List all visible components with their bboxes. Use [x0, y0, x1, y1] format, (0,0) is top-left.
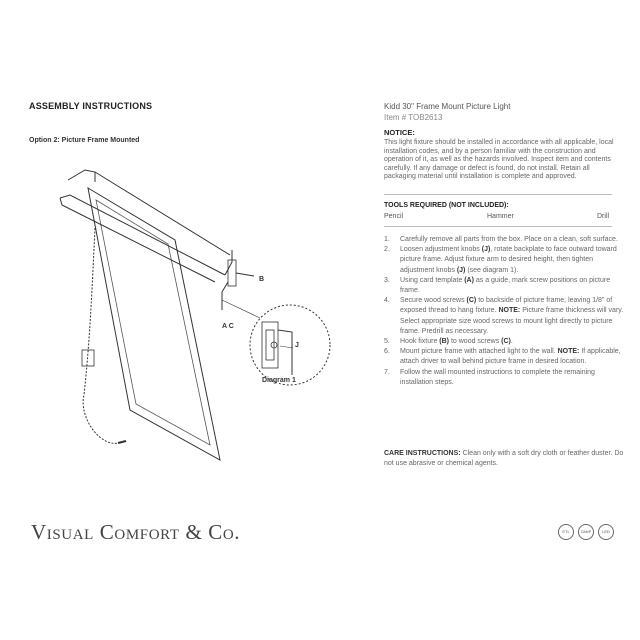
step-emphasis: (J): [481, 246, 491, 254]
divider: [384, 226, 612, 227]
step-number: 4.: [384, 297, 390, 305]
step-fragment: Using card template: [400, 276, 465, 284]
step-fragment: Carefully remove all parts from the box. Place on a clean,: [400, 236, 578, 243]
step-fragment: Secure wood screws: [400, 297, 467, 305]
step-emphasis: NOTE:: [557, 348, 580, 356]
tool-pencil: Pencil: [384, 213, 404, 220]
light-bar-shade: [60, 195, 225, 275]
step-item: [384, 296, 624, 337]
led-text: LED: [602, 529, 610, 534]
tools-heading: TOOLS REQUIRED (NOT INCLUDED):: [384, 202, 509, 209]
step-number: 2.: [384, 246, 390, 254]
led-icon: [598, 524, 614, 540]
step-item: [384, 368, 624, 388]
step-text: [400, 235, 618, 245]
step-item: [384, 347, 624, 367]
step-fragment: , rotate backplate to face outward toward picture frame. Adjust fixture arm to desired height, then tighten adjustment knobs: [400, 246, 617, 274]
step-fragment: Hook fixture: [400, 338, 440, 346]
instruction-steps: [384, 235, 624, 388]
assembly-diagram: [40, 150, 340, 470]
step-fragment: to backside of picture frame, leaving 1/8" of exposed thread to hang fixture.: [400, 297, 613, 315]
etl-listed-icon: [558, 524, 574, 540]
label-b: B: [259, 276, 265, 283]
option-title: Option 2: Picture Frame Mounted: [29, 137, 140, 144]
step-fragment: soft surface.: [577, 236, 618, 243]
step-number: 5.: [384, 338, 390, 346]
picture-frame-outline: [88, 188, 220, 460]
step-number: 6.: [384, 348, 390, 356]
diagram-label: Diagram 1: [262, 377, 296, 384]
label-j: J: [295, 342, 299, 349]
step-emphasis: (C): [501, 338, 511, 346]
fixture-arm-left: [68, 170, 95, 182]
notice-heading: NOTICE:: [384, 128, 415, 137]
label-a-c: A C: [222, 323, 234, 330]
step-text: [400, 368, 624, 388]
step-item: [384, 337, 624, 347]
step-number: 1.: [384, 236, 390, 243]
step-number: 7.: [384, 368, 390, 376]
step-text: [400, 245, 624, 276]
step-text: [400, 276, 624, 296]
backplate-b: [228, 260, 236, 286]
step-text: [400, 296, 624, 337]
step-fragment: to wood screws: [449, 338, 502, 346]
power-cord: [83, 228, 118, 443]
step-number: 3.: [384, 276, 390, 284]
step-emphasis: (B): [439, 338, 450, 346]
step-fragment: Picture frame thickness will vary. Select appropriate size wood screws to mount light directly to picture frame. Predrill as necessary.: [400, 307, 624, 335]
step-text: [400, 347, 624, 367]
step-fragment: If applicable, attach driver to wall behind picture frame in desired location.: [400, 348, 621, 366]
item-number: Item # TOB2613: [384, 113, 443, 122]
tool-drill: Drill: [597, 213, 610, 220]
step-emphasis: (C): [466, 297, 477, 305]
step-fragment: Follow the wall mounted instructions to complete the remaining installation steps.: [400, 368, 595, 386]
step-fragment: (see diagram 1).: [465, 266, 519, 274]
assembly-heading: ASSEMBLY INSTRUCTIONS: [29, 101, 153, 111]
step-fragment: as a guide, mark screw positions on picture frame.: [400, 276, 611, 295]
step-fragment: Mount picture frame with attached light to the wall.: [400, 348, 558, 356]
step-emphasis: (A): [464, 276, 474, 284]
care-text: Clean only with a soft dry cloth or feather duster. Do not use abrasive or chemical agents.: [384, 450, 624, 468]
etl-text: ETL: [562, 529, 570, 534]
product-title: Kidd 30" Frame Mount Picture Light: [384, 102, 511, 111]
step-item: [384, 245, 624, 276]
notice-text: This light fixture should be installed in accordance with all applicable, local installation codes, and by a person familiar with the construction and operation of it, as well as the hazards involved. Inspect item and contents carefully. If any damage or defect is found, do not install. Retain all packaging material until installation is complete and approved.: [384, 139, 614, 181]
step-text: [400, 337, 513, 347]
step-item: [384, 276, 624, 296]
step-item: [384, 235, 624, 245]
step-fragment: .: [510, 338, 513, 346]
step-emphasis: (J): [456, 266, 466, 274]
care-heading: CARE INSTRUCTIONS:: [384, 450, 461, 457]
step-fragment: Loosen adjustment knobs: [400, 246, 482, 254]
step-emphasis: NOTE:: [498, 307, 521, 315]
brand-logo: Visual Comfort & Co.: [31, 520, 241, 544]
damp-text: DAMP: [580, 530, 592, 534]
divider: [384, 194, 612, 195]
care-instructions: [384, 449, 624, 469]
damp-rated-icon: [578, 524, 594, 540]
tool-hammer: Hammer: [487, 213, 514, 220]
